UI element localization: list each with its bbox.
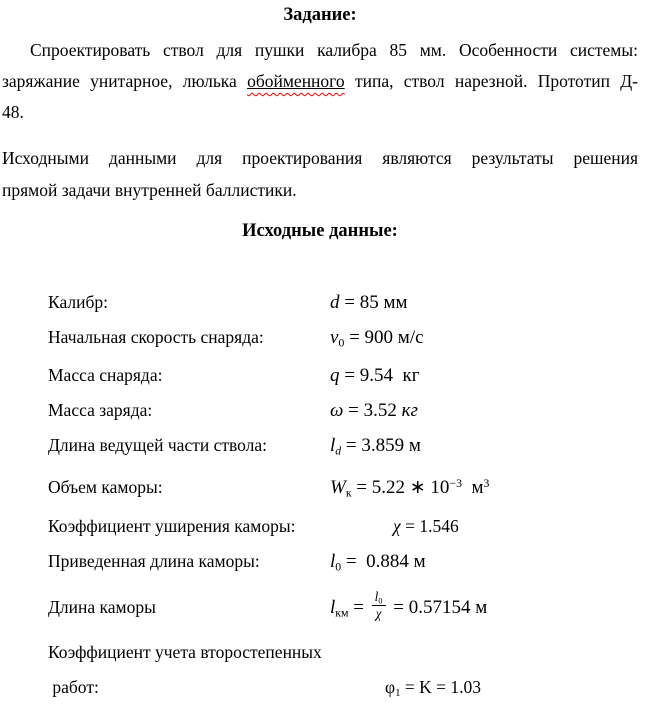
data-row-value: l0 = 0.884 м [330,550,426,574]
data-row-value: q = 9.54 кг [330,365,420,387]
data-row-value: ld = 3.859 м [330,434,421,457]
data-row-value: ω = 3.52 кг [330,400,418,422]
task-paragraph-line-3: 48. [2,102,24,122]
data-row-label: Масса снаряда: [48,365,163,386]
data-row-chamber-length [2,584,638,636]
data-row-caliber [2,286,638,321]
data-row-projectile-mass [2,359,638,394]
line2-after: типа, ствол нарезной. Прототип Д- [344,71,638,91]
data-row-rifled-length [2,429,638,468]
data-row-label: Коэффициент учета второстепенных [48,642,322,663]
data-row-value: lкм = $\frac{l0}{\chi}$ = 0.57154 м [330,588,488,622]
initial-data-list [2,286,638,710]
data-row-label: Начальная скорость снаряда: [48,326,264,347]
data-row-secondary-work-coefficient-line-1 [2,636,638,671]
data-row-chamber-expansion-coefficient [2,510,638,545]
line2-before: заряжание унитарное, люлька [2,71,248,91]
task-paragraph [2,35,638,128]
data-row-label: Длина ведущей части ствола: [48,434,268,455]
misspelled-word-text: обойменного [247,71,345,91]
data-row-value: v0 = 900 м/с [330,326,424,349]
task-heading: Задание: [283,5,357,25]
intro-paragraph-line-2: прямой задачи внутренней баллистики. [2,180,297,200]
task-paragraph-line-1: Спроектировать ствол для пушки калибра 85 мм. Особенности системы: [30,40,638,60]
intro-paragraph-line-1: Исходными данными для проектирования являются результаты решения [2,148,638,168]
data-row-label: Приведенная длина каморы: [48,550,260,571]
data-row-label: Коэффициент уширения каморы: [48,516,296,537]
data-row-value: χ = 1.546 [393,516,459,537]
data-row-label: Калибр: [48,292,108,312]
data-row-label: работ: [48,676,99,697]
data-row-value: Wк = 5.22 ∗ $10^{-3}$ $м^3$ [330,477,490,500]
data-row-label: Масса заряда: [48,400,153,421]
data-row-charge-mass [2,394,638,429]
task-paragraph-line-2 [2,66,638,97]
data-row-value: φ1 = K = 1.03 [385,676,482,699]
data-row-reduced-chamber-length [2,545,638,584]
misspelled-word [247,71,345,91]
data-row-secondary-work-coefficient-line-2 [2,671,638,710]
data-row-chamber-volume [2,468,638,511]
intro-paragraph [2,142,638,206]
data-row-label: Длина каморы [48,596,156,617]
document-page [0,3,660,699]
data-row-label: Объем каморы: [48,477,163,498]
data-row-value: d = 85 мм [330,292,408,313]
initial-data-heading: Исходные данные: [242,221,398,241]
data-row-muzzle-velocity [2,321,638,360]
